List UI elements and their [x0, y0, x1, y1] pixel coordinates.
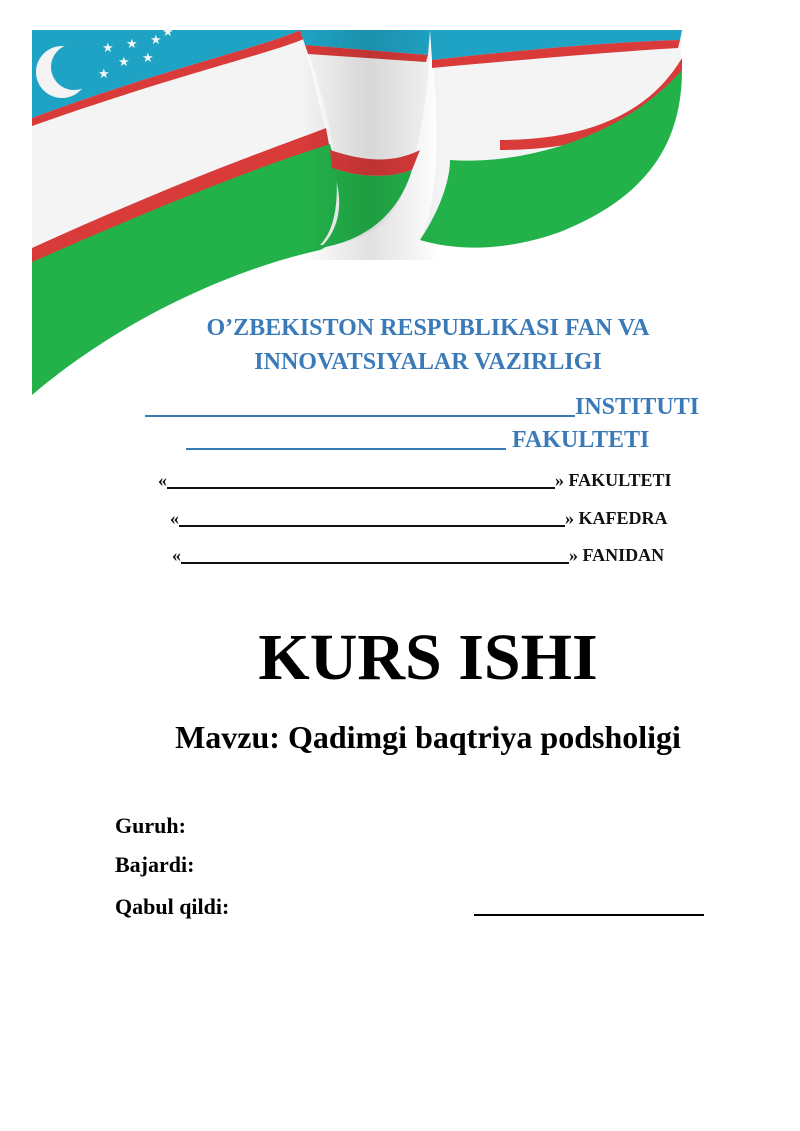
svg-text:★: ★: [102, 41, 114, 56]
department-field-line: [170, 506, 668, 530]
institute-blank[interactable]: [145, 393, 575, 417]
ministry-name-line-2: INNOVATSIYALAR VAZIRLIGI: [254, 349, 602, 375]
topic-line: Mavzu: Qadimgi baqtriya podsholigi: [175, 719, 681, 755]
accepted-by-label: Qabul qildi:: [115, 894, 230, 919]
document-title: KURS ISHI: [258, 621, 598, 694]
signature-line[interactable]: [474, 914, 704, 916]
department-field-label: » KAFEDRA: [565, 508, 668, 528]
institute-label: INSTITUTI: [575, 394, 700, 420]
faculty-line: [186, 425, 649, 455]
svg-text:★: ★: [118, 55, 130, 70]
subject-field-line: [172, 543, 664, 567]
subject-field-label: » FANIDAN: [569, 545, 665, 565]
ministry-name-line-1: O’ZBEKISTON RESPUBLIKASI FAN VA: [206, 315, 650, 341]
svg-text:★: ★: [142, 51, 154, 66]
subject-field-blank[interactable]: [181, 546, 569, 564]
group-label: Guruh:: [115, 813, 186, 838]
svg-text:★: ★: [126, 37, 138, 52]
faculty-field-line: [158, 468, 672, 492]
svg-text:★: ★: [150, 33, 162, 48]
open-quote: «: [158, 470, 167, 490]
svg-text:★: ★: [98, 67, 110, 82]
department-field-blank[interactable]: [179, 509, 565, 527]
svg-text:★: ★: [162, 25, 174, 40]
faculty-label: FAKULTETI: [512, 427, 650, 453]
done-by-label: Bajardi:: [115, 852, 195, 877]
faculty-field-label: » FAKULTETI: [555, 470, 672, 490]
open-quote: «: [172, 545, 181, 565]
open-quote: «: [170, 508, 179, 528]
faculty-field-blank[interactable]: [167, 471, 555, 489]
faculty-blank[interactable]: [186, 426, 506, 450]
institute-line: [145, 392, 699, 422]
